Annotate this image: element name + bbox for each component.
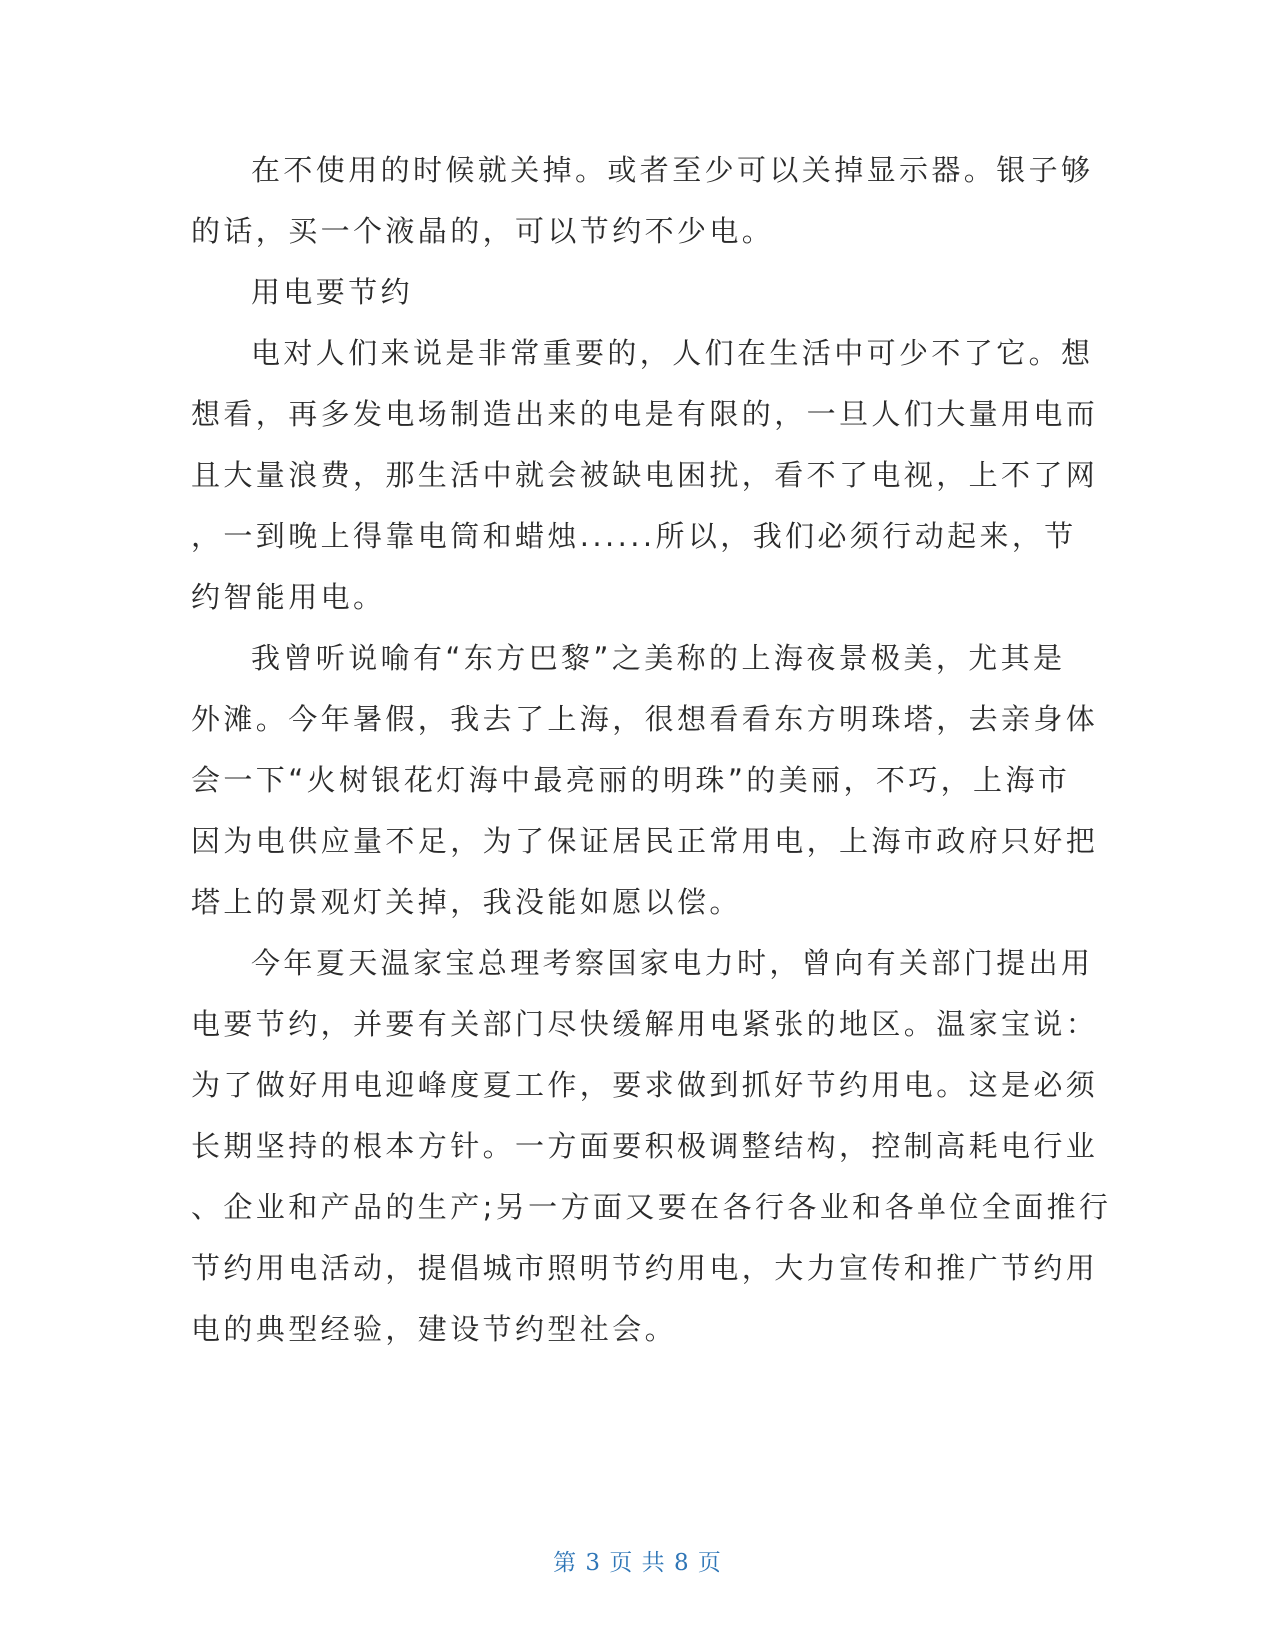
section-heading: 用电要节约 — [251, 275, 414, 309]
text-line: 电的典型经验，建设节约型社会。 — [191, 1312, 678, 1346]
text-line: 且大量浪费，那生活中就会被缺电困扰，看不了电视，上不了网 — [191, 458, 1099, 492]
text-line: 今年夏天温家宝总理考察国家电力时，曾向有关部门提出用 — [251, 946, 1094, 980]
text-line: 想看，再多发电场制造出来的电是有限的，一旦人们大量用电而 — [191, 397, 1099, 431]
text-line: 、企业和产品的生产;另一方面又要在各行各业和各单位全面推行 — [191, 1190, 1112, 1224]
text-line: 塔上的景观灯关掉，我没能如愿以偿。 — [191, 885, 742, 919]
text-line: 电要节约，并要有关部门尽快缓解用电紧张的地区。温家宝说： — [191, 1007, 1099, 1041]
text-line: 因为电供应量不足，为了保证居民正常用电，上海市政府只好把 — [191, 824, 1099, 858]
text-line: 约智能用电。 — [191, 580, 386, 614]
text-line: 长期坚持的根本方针。一方面要积极调整结构，控制高耗电行业 — [191, 1129, 1099, 1163]
text-line: 在不使用的时候就关掉。或者至少可以关掉显示器。银子够 — [251, 153, 1094, 187]
text-line: 外滩。今年暑假，我去了上海，很想看看东方明珠塔，去亲身体 — [191, 702, 1099, 736]
text-line: 电对人们来说是非常重要的，人们在生活中可少不了它。想 — [251, 336, 1094, 370]
page-number-footer: 第 3 页 共 8 页 — [553, 1550, 722, 1576]
text-line: ，一到晚上得靠电筒和蜡烛......所以，我们必须行动起来，节 — [191, 519, 1077, 553]
text-line: 节约用电活动，提倡城市照明节约用电，大力宣传和推广节约用 — [191, 1251, 1099, 1285]
text-line: 的话，买一个液晶的，可以节约不少电。 — [191, 214, 775, 248]
document-body — [191, 140, 1112, 1360]
text-line: 会一下“火树银花灯海中最亮丽的明珠”的美丽，不巧，上海市 — [191, 763, 1071, 797]
text-line: 我曾听说喻有“东方巴黎”之美称的上海夜景极美，尤其是 — [251, 641, 1066, 675]
text-line: 为了做好用电迎峰度夏工作，要求做到抓好节约用电。这是必须 — [191, 1068, 1099, 1102]
